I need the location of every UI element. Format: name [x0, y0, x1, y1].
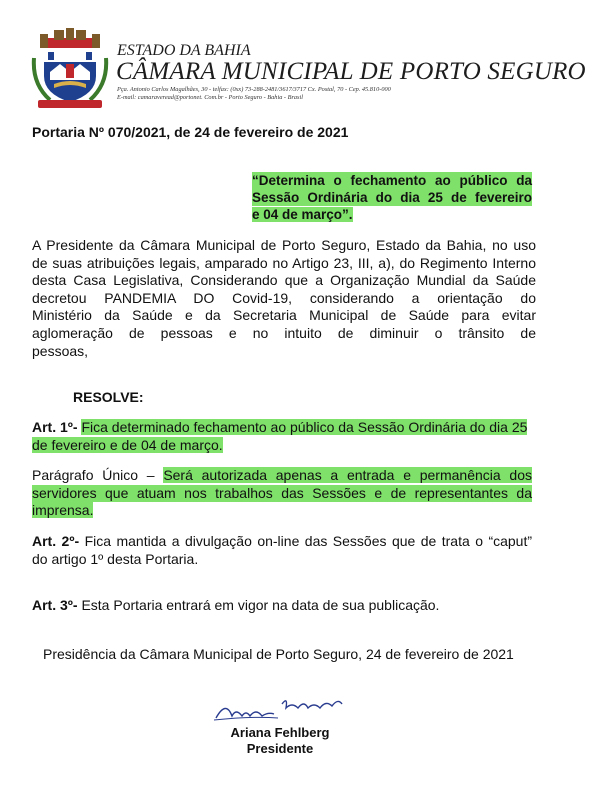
article-1-line-2 [32, 436, 532, 454]
signer-name: Ariana Fehlberg [230, 725, 330, 740]
sole-paragraph [32, 467, 532, 520]
handwritten-signature [212, 694, 352, 724]
header-address: Pça. Antonio Carlos Magalhães, 30 - telfax: (0xx) 73-288-2481/3617/3717 Cx. Postal, 70 - Cep. 45.810-000 [117, 86, 391, 93]
header-chamber-name: CÂMARA MUNICIPAL DE PORTO SEGURO [116, 58, 586, 85]
header-email: E-mail: camaraveread@portonet. Com.br - Porto Seguro - Bahia - Brasil [117, 94, 303, 101]
article-2-text: Fica mantida a divulgação on-line das Sessões que de trata o “caput” [84, 533, 533, 549]
closing-line: Presidência da Câmara Municipal de Porto Seguro, 24 de fevereiro de 2021 [43, 646, 514, 662]
ementa-line: “Determina o fechamento ao público da [252, 173, 532, 188]
article-1-label: Art. 1º- [32, 419, 78, 435]
article-3-text: Esta Portaria entrará em vigor na data de sua publicação. [81, 597, 440, 613]
sole-paragraph-line: servidores que atuam nos trabalhos das Sessões e de representantes da [32, 484, 532, 501]
preamble-line: aglomeração de pessoas e no intuito de diminuir o trânsito de [32, 324, 536, 341]
coat-of-arms-logo [30, 28, 110, 110]
signer-role: Presidente [246, 741, 314, 756]
article-2-line-1 [32, 532, 532, 550]
resolve-heading: RESOLVE: [73, 389, 144, 405]
article-2 [32, 532, 532, 568]
preamble-line: decretou PANDEMIA DO Covid-19, considerando a orientação do [32, 289, 536, 306]
preamble [32, 237, 536, 360]
ementa-line-last [252, 206, 532, 223]
document-title: Portaria Nº 070/2021, de 24 de fevereiro de 2021 [32, 124, 349, 140]
ementa [252, 172, 532, 223]
article-2-label: Art. 2º- [32, 533, 80, 549]
article-1-text: de fevereiro e de 04 de março. [32, 437, 223, 453]
preamble-line: A Presidente da Câmara Municipal de Porto Seguro, Estado da Bahia, no uso [32, 237, 536, 253]
header-state: ESTADO DA BAHIA [117, 42, 251, 59]
preamble-line: de suas atribuições legais, amparado no Artigo 23, III, a), do Regimento Interno [32, 254, 536, 271]
article-1 [32, 418, 532, 454]
article-3-label: Art. 3º- [32, 597, 78, 613]
sole-paragraph-text: Será autorizada apenas a entrada e permanência dos [163, 467, 532, 483]
sole-paragraph-label: Parágrafo Único – [32, 467, 155, 483]
article-1-line-1 [32, 418, 532, 436]
preamble-line: desta Casa Legislativa, Considerando que a Organização Mundial da Saúde [32, 272, 536, 289]
article-3 [32, 596, 532, 614]
article-2-line-2: do artigo 1º desta Portaria. [32, 551, 199, 567]
sole-paragraph-line-last [32, 502, 532, 520]
preamble-line: Ministério da Saúde e da Secretaria Municipal de Saúde para evitar [32, 307, 536, 324]
ementa-line: Sessão Ordinária do dia 25 de fevereiro [252, 190, 532, 205]
preamble-line: pessoas, [32, 342, 89, 359]
article-1-text: Fica determinado fechamento ao público da Sessão Ordinária do dia 25 [81, 419, 528, 435]
sole-paragraph-line-1 [32, 467, 532, 485]
ementa-line-text: e 04 de março”. [252, 207, 353, 222]
sole-paragraph-text: imprensa. [32, 502, 94, 518]
